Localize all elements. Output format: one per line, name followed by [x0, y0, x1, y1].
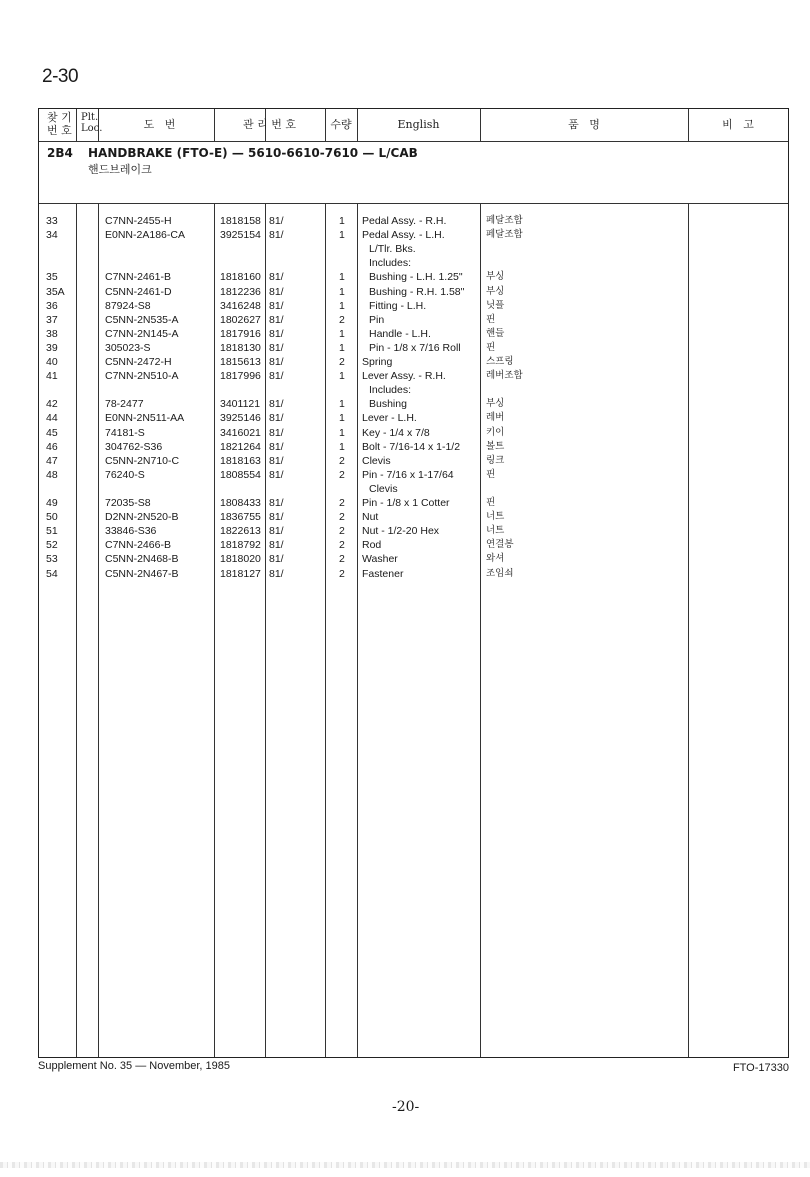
quantity-cell: 1 — [339, 426, 345, 439]
page-number-bottom: -20- — [392, 1099, 420, 1115]
management-number-cell: 1808433 — [220, 497, 261, 509]
management-number-cell: 1821264 — [220, 440, 261, 453]
code-cell: 81/ — [269, 271, 284, 284]
management-number-cell: 3416021 — [220, 426, 261, 439]
part-number-cell: C5NN-2N710-C — [105, 454, 180, 467]
header-english: English — [397, 118, 440, 131]
korean-name-cell: 부싱 — [486, 398, 505, 410]
part-number-cell: 33846-S36 — [105, 525, 157, 538]
quantity-cell: 1 — [339, 285, 345, 298]
table-row — [39, 299, 788, 313]
table-row — [39, 270, 788, 284]
management-number-cell: 3925146 — [220, 412, 261, 425]
english-name-cell: Pedal Assy. - L.H. — [362, 229, 445, 242]
table-row — [39, 524, 788, 538]
quantity-cell: 1 — [339, 412, 345, 425]
part-number-cell: C7NN-2461-B — [105, 271, 171, 284]
management-number-cell: 1815613 — [220, 356, 261, 368]
quantity-cell: 1 — [339, 215, 345, 227]
find-no-cell: 44 — [46, 412, 58, 425]
english-name-cell: Pin — [369, 313, 385, 326]
management-number-cell: 1818792 — [220, 539, 261, 552]
quantity-cell: 2 — [339, 539, 345, 552]
code-cell: 81/ — [269, 313, 284, 326]
english-name-cell: Lever Assy. - R.H. — [362, 370, 446, 383]
part-number-cell: C5NN-2N467-B — [105, 567, 179, 580]
english-name-cell: Includes: — [369, 257, 412, 270]
code-cell: 81/ — [269, 525, 284, 538]
english-name-cell: Pin - 1/8 x 7/16 Roll — [369, 341, 461, 354]
english-name-cell: Pin - 7/16 x 1-17/64 — [362, 468, 454, 481]
english-name-cell: Fitting - L.H. — [369, 299, 427, 312]
table-row — [39, 341, 788, 355]
management-number-cell: 1818130 — [220, 341, 261, 354]
korean-name-cell: 링크 — [486, 454, 505, 466]
part-number-cell: E0NN-2N511-AA — [105, 412, 185, 425]
section-code: 2B4 — [47, 146, 73, 160]
find-no-cell: 46 — [46, 440, 58, 453]
find-no-cell: 48 — [46, 468, 58, 481]
english-name-cell: Pin - 1/8 x 1 Cotter — [362, 497, 450, 509]
find-no-cell: 42 — [46, 398, 58, 411]
table-row — [39, 383, 788, 397]
english-name-cell: Washer — [362, 553, 398, 566]
table-row — [39, 355, 788, 369]
part-number-cell: 305023-S — [105, 341, 151, 354]
korean-name-cell: 와셔 — [486, 553, 505, 565]
table-row — [39, 426, 788, 440]
table-row — [39, 454, 788, 468]
footer-doc-code: FTO-17330 — [732, 1062, 789, 1074]
code-cell: 81/ — [269, 511, 284, 524]
english-name-cell: Lever - L.H. — [362, 412, 417, 425]
header-plt-loc: Plt. Loc. — [81, 112, 103, 134]
header-mgmt-no: 관 리 번 호 — [243, 118, 296, 131]
korean-name-cell: 핀 — [486, 497, 496, 508]
table-row — [39, 397, 788, 411]
code-cell: 81/ — [269, 553, 284, 566]
quantity-cell: 2 — [339, 497, 345, 509]
english-name-cell: L/Tlr. Bks. — [369, 243, 416, 256]
part-number-cell: C7NN-2466-B — [105, 539, 171, 552]
table-row — [39, 242, 788, 256]
table-row — [39, 411, 788, 425]
find-no-cell: 34 — [46, 229, 58, 242]
korean-name-cell: 부싱 — [486, 271, 505, 283]
korean-name-cell: 레버조합 — [486, 370, 523, 382]
management-number-cell: 3925154 — [220, 229, 261, 242]
korean-name-cell: 핀 — [486, 468, 496, 480]
code-cell: 81/ — [269, 285, 284, 298]
code-cell: 81/ — [269, 412, 284, 425]
find-no-cell: 38 — [46, 327, 58, 340]
table-row — [39, 482, 788, 496]
management-number-cell: 1822613 — [220, 525, 261, 538]
part-number-cell: 76240-S — [105, 468, 145, 481]
part-number-cell: C5NN-2472-H — [105, 356, 172, 368]
table-row — [39, 313, 788, 327]
part-number-cell: C7NN-2N510-A — [105, 370, 179, 383]
management-number-cell: 1818158 — [220, 215, 261, 227]
english-name-cell: Bolt - 7/16-14 x 1-1/2 — [362, 440, 461, 453]
find-no-cell: 40 — [46, 356, 58, 368]
find-no-cell: 53 — [46, 553, 58, 566]
quantity-cell: 1 — [339, 327, 345, 340]
korean-name-cell: 조임쇠 — [486, 567, 514, 579]
management-number-cell: 1817916 — [220, 327, 261, 340]
code-cell: 81/ — [269, 299, 284, 312]
table-row — [39, 228, 788, 242]
code-cell: 81/ — [269, 356, 284, 368]
management-number-cell: 3416248 — [220, 299, 261, 312]
parts-table — [38, 108, 789, 1058]
quantity-cell: 2 — [339, 356, 345, 368]
table-row — [39, 214, 788, 228]
table-row — [39, 567, 788, 581]
english-name-cell: Spring — [362, 356, 393, 368]
part-number-cell: 74181-S — [105, 426, 145, 439]
quantity-cell: 1 — [339, 440, 345, 453]
code-cell: 81/ — [269, 398, 284, 411]
management-number-cell: 1812236 — [220, 285, 261, 298]
code-cell: 81/ — [269, 539, 284, 552]
quantity-cell: 2 — [339, 567, 345, 580]
table-row — [39, 468, 788, 482]
english-name-cell: Bushing — [369, 398, 407, 411]
header-remarks: 비 고 — [722, 118, 754, 131]
table-row — [39, 496, 788, 510]
footer-supplement: Supplement No. 35 — November, 1985 — [38, 1060, 231, 1072]
quantity-cell: 1 — [339, 370, 345, 383]
korean-name-cell: 핀 — [486, 341, 496, 353]
code-cell: 81/ — [269, 327, 284, 340]
management-number-cell: 1808554 — [220, 468, 261, 481]
english-name-cell: Clevis — [362, 454, 391, 467]
quantity-cell: 1 — [339, 341, 345, 354]
part-number-cell: E0NN-2A186-CA — [105, 229, 185, 242]
scan-artifact — [0, 1162, 810, 1168]
quantity-cell: 2 — [339, 511, 345, 524]
part-number-cell: 304762-S36 — [105, 440, 163, 453]
korean-name-cell: 너트 — [486, 525, 505, 537]
section-rule — [39, 203, 788, 204]
find-no-cell: 54 — [46, 567, 58, 580]
korean-name-cell: 닛플 — [486, 299, 505, 311]
table-row — [39, 327, 788, 341]
find-no-cell: 37 — [46, 313, 58, 326]
find-no-cell: 45 — [46, 426, 58, 439]
code-cell: 81/ — [269, 215, 284, 227]
section-korean-title: 핸드브레이크 — [88, 163, 152, 176]
korean-name-cell: 핀 — [486, 313, 496, 325]
find-no-cell: 33 — [46, 215, 58, 227]
code-cell: 81/ — [269, 229, 284, 242]
code-cell: 81/ — [269, 440, 284, 453]
quantity-cell: 2 — [339, 553, 345, 566]
quantity-cell: 1 — [339, 229, 345, 242]
part-number-cell: C5NN-2461-D — [105, 285, 172, 298]
quantity-cell: 2 — [339, 468, 345, 481]
part-number-cell: 78-2477 — [105, 398, 144, 411]
find-no-cell: 36 — [46, 299, 58, 312]
table-row — [39, 369, 788, 383]
code-cell: 81/ — [269, 370, 284, 383]
quantity-cell: 1 — [339, 398, 345, 411]
english-name-cell: Pedal Assy. - R.H. — [362, 215, 447, 227]
header-drawing-no: 도 번 — [143, 118, 176, 131]
korean-name-cell: 연결봉 — [486, 539, 514, 551]
table-row — [39, 552, 788, 566]
korean-name-cell: 너트 — [486, 511, 505, 523]
find-no-cell: 35A — [46, 285, 65, 298]
management-number-cell: 1817996 — [220, 370, 261, 383]
management-number-cell: 1802627 — [220, 313, 261, 326]
part-number-cell: C5NN-2N535-A — [105, 313, 179, 326]
code-cell: 81/ — [269, 468, 284, 481]
find-no-cell: 47 — [46, 454, 58, 467]
english-name-cell: Handle - L.H. — [369, 327, 431, 340]
management-number-cell: 1818160 — [220, 271, 261, 284]
korean-name-cell: 페달조합 — [486, 215, 523, 226]
korean-name-cell: 스프링 — [486, 356, 514, 367]
code-cell: 81/ — [269, 567, 284, 580]
korean-name-cell: 부싱 — [486, 285, 505, 297]
english-name-cell: Bushing - L.H. 1.25" — [369, 271, 463, 284]
english-name-cell: Fastener — [362, 567, 404, 580]
management-number-cell: 1836755 — [220, 511, 261, 524]
code-cell: 81/ — [269, 426, 284, 439]
table-row — [39, 285, 788, 299]
table-row — [39, 510, 788, 524]
find-no-cell: 52 — [46, 539, 58, 552]
management-number-cell: 1818163 — [220, 454, 261, 467]
table-row — [39, 256, 788, 270]
english-name-cell: Nut — [362, 511, 379, 524]
management-number-cell: 3401121 — [220, 398, 261, 411]
part-number-cell: 87924-S8 — [105, 299, 151, 312]
part-number-cell: D2NN-2N520-B — [105, 511, 179, 524]
part-number-cell: C7NN-2455-H — [105, 215, 172, 227]
quantity-cell: 2 — [339, 313, 345, 326]
management-number-cell: 1818127 — [220, 567, 261, 580]
quantity-cell: 2 — [339, 454, 345, 467]
code-cell: 81/ — [269, 341, 284, 354]
header-find-no: 찾 기 번 호 — [47, 111, 72, 137]
english-name-cell: Bushing - R.H. 1.58" — [369, 285, 465, 298]
english-name-cell: Includes: — [369, 384, 412, 397]
quantity-cell: 1 — [339, 299, 345, 312]
section-title: HANDBRAKE (FTO-E) — 5610-6610-7610 — L/CAB — [88, 146, 418, 160]
quantity-cell: 2 — [339, 525, 345, 538]
header-korean: 품 명 — [568, 118, 600, 131]
part-number-cell: C5NN-2N468-B — [105, 553, 179, 566]
part-number-cell: 72035-S8 — [105, 497, 151, 509]
code-cell: 81/ — [269, 454, 284, 467]
english-name-cell: Key - 1/4 x 7/8 — [362, 426, 430, 439]
english-name-cell: Nut - 1/2-20 Hex — [362, 525, 440, 538]
part-number-cell: C7NN-2N145-A — [105, 327, 179, 340]
find-no-cell: 51 — [46, 525, 58, 538]
korean-name-cell: 볼트 — [486, 440, 505, 452]
page-number-top: 2-30 — [42, 66, 79, 87]
korean-name-cell: 핸들 — [486, 327, 505, 339]
find-no-cell: 39 — [46, 341, 58, 354]
find-no-cell: 50 — [46, 511, 58, 524]
find-no-cell: 41 — [46, 370, 58, 383]
code-cell: 81/ — [269, 497, 284, 509]
table-row — [39, 538, 788, 552]
find-no-cell: 35 — [46, 271, 58, 284]
english-name-cell: Clevis — [369, 482, 398, 495]
management-number-cell: 1818020 — [220, 553, 261, 566]
korean-name-cell: 키이 — [486, 426, 505, 438]
korean-name-cell: 페달조합 — [486, 229, 523, 241]
quantity-cell: 1 — [339, 271, 345, 284]
table-row — [39, 440, 788, 454]
find-no-cell: 49 — [46, 497, 58, 509]
english-name-cell: Rod — [362, 539, 382, 552]
header-qty: 수량 — [330, 118, 352, 131]
korean-name-cell: 레버 — [486, 412, 505, 424]
